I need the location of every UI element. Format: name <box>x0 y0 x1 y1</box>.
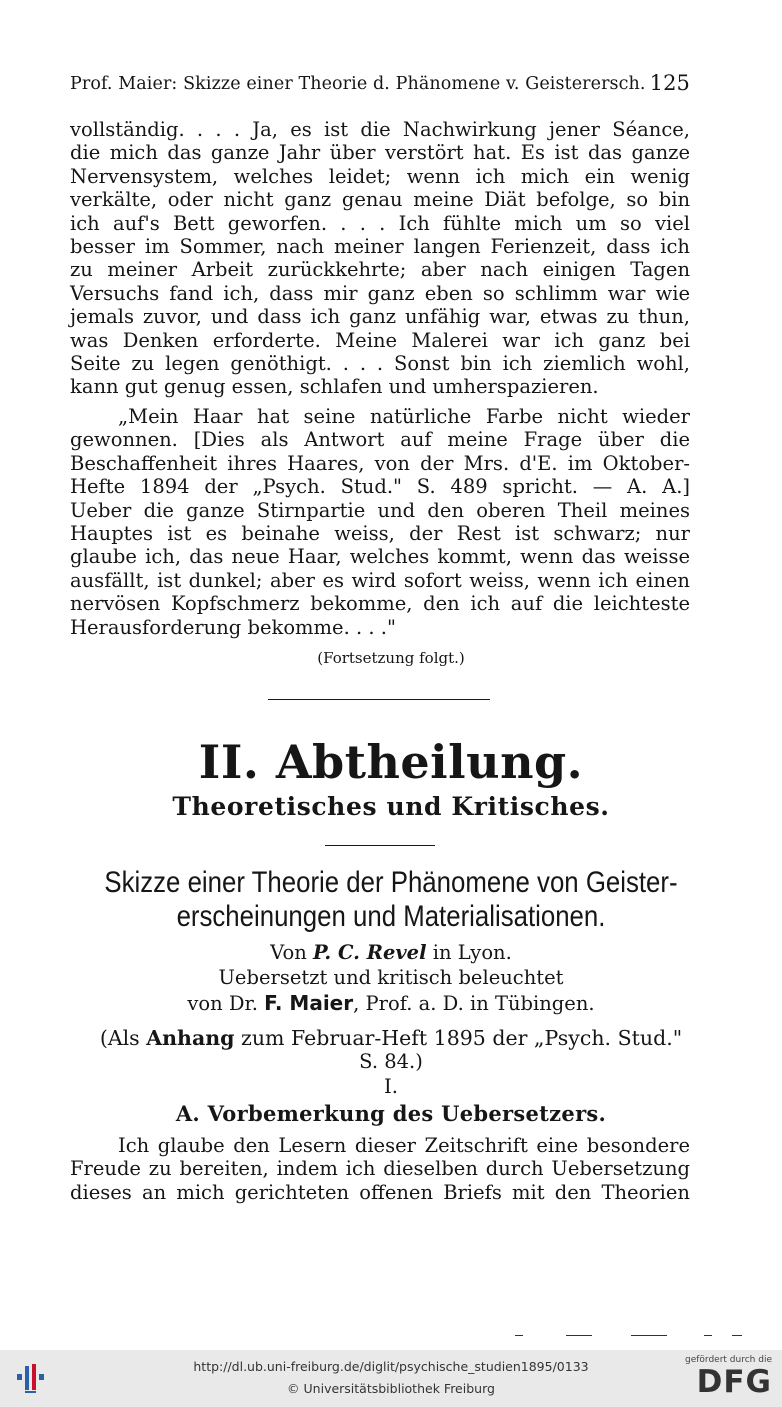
section-subtitle: Theoretisches und Kritisches. <box>172 792 610 821</box>
paragraph-intro <box>70 1134 690 1204</box>
text-line: Ich glaube den Lesern dieser Zeitschrift eine besondere <box>118 1134 690 1157</box>
scan-mark <box>631 1335 667 1336</box>
author-line <box>0 941 782 964</box>
text-line: was Denken erforderte. Meine Malerei war ich ganz bei <box>70 328 690 352</box>
text-line: zu meiner Arbeit zurückkehrte; aber nach einigen Tagen <box>70 258 690 282</box>
article-title <box>55 866 728 934</box>
funder-note: gefördert durch die <box>685 1355 772 1365</box>
appendix-line <box>0 1026 782 1050</box>
text-line: Herausforderung bekomme. . . ." <box>70 615 396 639</box>
text-line: Hefte 1894 der „Psych. Stud." S. 489 spricht. — A. A.] <box>70 475 690 499</box>
paragraph-quote <box>70 405 690 639</box>
translator-name: F. Maier <box>264 991 354 1015</box>
text-line: dieses an mich gerichteten offenen Briefs mit den Theorien <box>70 1180 690 1204</box>
text-line: Nervensystem, welches leidet; wenn ich mich ein wenig <box>70 164 690 188</box>
text-line: glaube ich, das neue Haar, welches kommt, wenn das weisse <box>70 545 690 569</box>
scan-mark <box>732 1335 742 1336</box>
text-line: besser im Sommer, nach meiner langen Ferienzeit, dass ich <box>70 234 690 258</box>
translator-line <box>0 991 782 1015</box>
text-line: ausfällt, ist dunkel; aber es wird sofort weiss, wenn ich einen <box>70 568 690 592</box>
article-title-line: Skizze einer Theorie der Phänomene von Geister- <box>104 866 678 899</box>
text-line: kann gut genug essen, schlafen und umherspazieren. <box>70 375 599 399</box>
text-line: vollständig. . . . Ja, es ist die Nachwirkung jener Séance, <box>70 118 690 141</box>
author-name: P. C. Revel <box>312 941 427 964</box>
continuation-note: (Fortsetzung folgt.) <box>317 649 465 667</box>
text-line: die mich das ganze Jahr über verstört hat. Es ist das ganze <box>70 141 690 165</box>
translation-note: Uebersetzt und kritisch beleuchtet <box>218 966 564 989</box>
translator-suffix: , Prof. a. D. in Tübingen. <box>353 992 595 1015</box>
dfg-logo[interactable]: DFG <box>696 1364 772 1400</box>
author-prefix: Von <box>270 941 307 964</box>
page-number: 125 <box>649 71 690 95</box>
text-line: Hauptes ist es beinahe weiss, der Rest ist schwarz; nur <box>70 521 690 545</box>
permalink-url[interactable]: http://dl.ub.uni-freiburg.de/diglit/psychische_studien1895/0133 <box>193 1359 589 1374</box>
title-divider <box>325 845 435 846</box>
running-title: Prof. Maier: Skizze einer Theorie d. Phänomene v. Geisterersch. <box>70 74 646 94</box>
paragraph-continuation <box>70 118 690 399</box>
appendix-page: S. 84.) <box>359 1050 423 1073</box>
text-line: nervösen Kopfschmerz bekomme, den ich auf die leichteste <box>70 592 690 616</box>
scan-mark <box>566 1335 592 1336</box>
text-line: Beschaffenheit ihres Haares, von der Mrs. d'E. im Oktober- <box>70 451 690 475</box>
text-line: „Mein Haar hat seine natürliche Farbe nicht wieder <box>118 405 690 428</box>
roman-numeral: I. <box>384 1075 398 1098</box>
running-header <box>70 71 690 95</box>
appendix-rest: zum Februar-Heft 1895 der „Psych. Stud." <box>241 1026 683 1050</box>
appendix-open: (Als <box>99 1026 140 1050</box>
translator-prefix: von Dr. <box>187 992 258 1015</box>
author-suffix: in Lyon. <box>432 941 512 964</box>
appendix-word: Anhang <box>146 1026 235 1050</box>
text-line: verkälte, oder nicht ganz genau meine Diät befolge, so bin <box>70 188 690 212</box>
text-line: gewonnen. [Dies als Antwort auf meine Frage über die <box>70 428 690 452</box>
viewer-footer <box>0 1350 782 1407</box>
text-line: Seite zu legen genöthigt. . . . Sonst bin ich ziemlich wohl, <box>70 351 690 375</box>
subheading: A. Vorbemerkung des Uebersetzers. <box>175 1101 607 1126</box>
text-line: jemals zuvor, und dass ich ganz unfähig war, etwas zu thun, <box>70 305 690 329</box>
text-line: Freude zu bereiten, indem ich dieselben durch Uebersetzung <box>70 1157 690 1181</box>
section-title: II. Abtheilung. <box>198 735 584 789</box>
copyright-notice: © Universitätsbibliothek Freiburg <box>287 1381 495 1396</box>
article-title-line: erscheinungen und Materialisationen. <box>176 900 606 933</box>
text-line: Versuchs fand ich, dass mir ganz eben so schlimm war wie <box>70 281 690 305</box>
scan-mark <box>515 1335 523 1336</box>
text-line: Ueber die ganze Stirnpartie und den oberen Theil meines <box>70 498 690 522</box>
section-divider <box>268 699 490 700</box>
text-line: ich auf's Bett geworfen. . . . Ich fühlte mich um so viel <box>70 211 690 235</box>
scan-mark <box>704 1335 712 1336</box>
